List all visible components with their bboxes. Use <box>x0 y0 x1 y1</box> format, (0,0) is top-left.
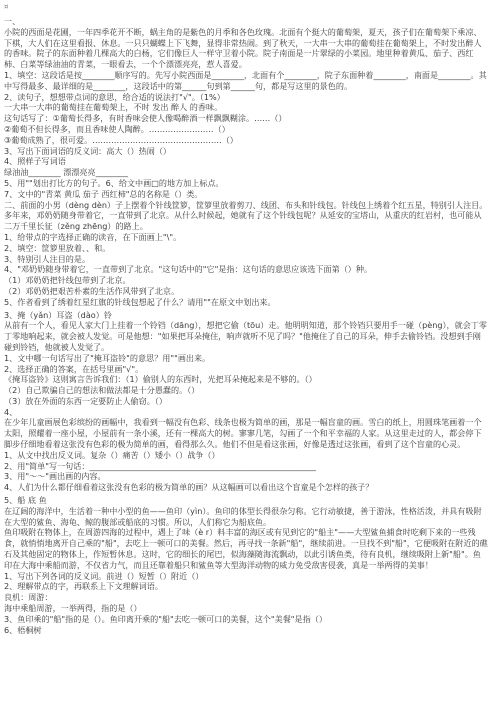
text-line: 5、用""划出打比方的句子。6、给文中画□的地方加上标点。 <box>4 177 224 188</box>
text-line: 1、从文中找出反义词。复杂（）痛苦（）矮小（）战争（） <box>4 449 220 460</box>
text-line: 5、作者看到了绣着红星红旗的针线包想起了什么？请用""在原文中划出来。 <box>4 296 276 307</box>
text-line: （1）邓奶奶把针线包带到了北京。 <box>4 275 131 286</box>
text-line: 2、读句子，想想带点词的意思，给合适的说法打"√"。（1%） <box>4 91 225 102</box>
text-line: 3、鱼印乘的"船"指的是（）。鱼印离开乘的"船"去吃一顿可口的美餐，这个"美餐"是指（） <box>4 613 327 624</box>
text-line: （2）自己欺骗自己的想法和做法都是十分愚蠢的。（） <box>4 385 200 396</box>
text-line: 海中乘船周游，一举两得，指的是（） <box>4 603 142 614</box>
text-line: 3、掩（yǎn）耳盗（dào）铃 <box>4 309 112 320</box>
text-line: 1、给带点的字选择正确的读音，在下面画上"\"。 <box>4 231 182 242</box>
text-line: 1、文中哪一句话写出了"掩耳盗铃"的意思？用""画出来。 <box>4 352 211 363</box>
text-line: 3、特别引人注目的是。 <box>4 253 91 264</box>
corner-mark: ¤ <box>4 3 9 11</box>
section-3 <box>4 495 488 635</box>
text-line: 鱼印吸附在物体上，在周游四海的过程中，遇上了味（è r）料丰富的海区或有见到它的"船主"——大型鲨鱼捕食时吃剩下来的一些残食，就悄悄地离开自己乘的"船"，去吃上一顿可口的美餐。然后，再寻找一条新"船"，继续前进。一旦找不到"船"，它便吸附在附近的礁石及其他固定的物体上，作短暂休息。这时，它的细长的尾巴，似海藻随海流飘动，以此引诱鱼类，待有良机，继续吸附上新"船"。鱼印在大海中乘船而游，不仅省力气，而且还靠着船只和鲨鱼等大型海洋动物的威力免受敌害侵袭，真是一举两得的美事！ <box>4 527 488 570</box>
text-line: 2、用"简单"写一句话：________________________________________________________ <box>4 460 317 471</box>
text-line: 4、照样子写词语 <box>4 156 66 167</box>
text-line: 良机：周游： <box>4 592 53 603</box>
text-line: 一大串一大串的葡萄挂在葡萄架上，不时 发出 醉人 的香味。 <box>4 102 223 113</box>
text-line: 《掩耳盗铃》这则寓言告诉我们：（1）偷别人的东西时，光把耳朵掩起来是不够的。（） <box>4 374 317 385</box>
text-line: 4、 <box>4 406 18 417</box>
section-1 <box>4 16 488 308</box>
text-line: 2、填空：筐箩里放着、、和。 <box>4 242 111 253</box>
text-line: 小院的西面是花圃，一年四季花开不断，蜗主角的是紫色的月季和各色玫瑰。北面有个挺大的葡萄架，夏天，孩子们在葡萄架下乘凉、下棋，大人们在这里看报、休息。一只只蝴蝶上下飞舞，显得非常热闹。到了秋天，一大串一大串的葡萄挂在葡萄架上，不时发出醉人的香味。院子的东面种着几棵高大的白杨，它们像巨人一样守卫着小院。院子南面是一片翠绿的小菜园。地里种着黄瓜、茄子、西红柿、白菜等绿油油的青菜，一眼看去，一个个漂漂亮亮，惹人喜爱。 <box>4 26 482 70</box>
text-line: 4、"邓奶奶随身带着它，一直带到了北京。"这句话中的"它"是指：这句话的意思应该选下面第（）种。 <box>4 264 373 275</box>
text-line: 1、填空：这段话是按________顺序写的。先写小院西面是________，北面有个________，院子东面种着________，南面是________。其中写得最多、最详细的是________，这段话中的第______句到第______句，都是写这里的景色的。 <box>4 69 487 91</box>
text-line: 2、选择正确的答案，在括号里画"√"。 <box>4 363 144 374</box>
text-line: 1、写出下列各词的反义词。前进（）短暂（）附近（） <box>4 570 204 581</box>
text-line: 6、梧桐树 <box>4 624 42 635</box>
text-line: 2、理解带点的字，再联系上下文理解词语。 <box>4 581 163 592</box>
text-line: 二、前面的小男（dèng dèn）子上摆着个针线筐箩，筐箩里放着剪刀、线团、布头和针线包。针线包上绣着个红五星，特别引人注目。多年来，邓奶奶随身带着它，一直带到了北京。从什么时候起，她就有了这个针线包呢？从延安的宝塔山，从重庆的红岩村，也可能从二万千里长征（zěng zhēng）的路上。 <box>4 199 488 232</box>
text-line: ③葡萄成熟了，很可爱。…………………………………………（） <box>4 134 238 145</box>
text-line: 4、人们为什么都仔细看着这张没有色彩的极为简单的画？从这幅画可以看出这个盲童是个怎样的孩子？ <box>4 482 374 493</box>
text-line: 在辽阔的海洋中，生活着一种中小型的鱼——鱼印（yìn）。鱼印的体型长得很杂匀称。它行动敏捷，善于游泳，性格活泼，并具有吸附在大型的鲨鱼、海龟、鲸的腹部或船底的习惯。所以，人们称它为船底鱼。 <box>4 505 482 527</box>
text-line: 从前有一个人，看见人家大门上挂着一个铃铛（dāng），想把它偷（tōu）走。他明明知道，那个铃铛只要用手一碰（pèng），就会丁零丁零地响起来，就会被人发觉。可是他想："如果把耳朵掩住，响声就听不见了吗？"他掩住了自己的耳朵，伸手去偷铃铛。没想到手刚碰到铃铛，他就被人发觉了。 <box>4 320 487 352</box>
text-line: 在少年儿童画展色彩缤纷的画幅中，我看到一幅没有色彩、线条也极为简单的画，那是一幅盲童的画。雪白的纸上，用圆珠笔画着一个太阳，照耀着一座小屋，小屋前有一条小溪，还有一棵高大的树。寥寥几笔，勾画了一个和平幸福的人家。从这里走过的人，都会停下脚步仔细地看着这张没有色彩的极为简单的画，看得那么久。他们不但是看这张画，好像是透过这张画，看到了这个盲童的心灵。 <box>4 417 482 450</box>
text-line: 3、写出下面词语的反义词：高大（）热闹（） <box>4 145 172 156</box>
section-2 <box>4 310 488 494</box>
text-line: 这句话写了：①葡萄长得多，有时香味会使人像喝醉酒一样飘飘糊涂。……（） <box>4 113 287 124</box>
text-line: （2）邓奶奶把艰苦朴素的生活作风带到了北京。 <box>4 285 180 296</box>
text-line: 绿油油________ 漂漂亮亮________ <box>4 167 128 178</box>
text-line: 7、文中的"青菜 黄瓜 茄子 西红柿"总的名称是（）类。 <box>4 188 203 199</box>
text-line: ②葡萄不但长得多，而且香味使人陶醉。……………………（） <box>4 123 230 134</box>
text-line: 5、船 底 鱼 <box>4 495 47 506</box>
text-line: （3）放在外面的东西一定要防止人偷窃。（） <box>4 395 167 406</box>
document-body <box>4 16 488 635</box>
text-line: 3、用"～～"画出画的内容。 <box>4 471 106 482</box>
text-line: 一、 <box>4 16 21 26</box>
